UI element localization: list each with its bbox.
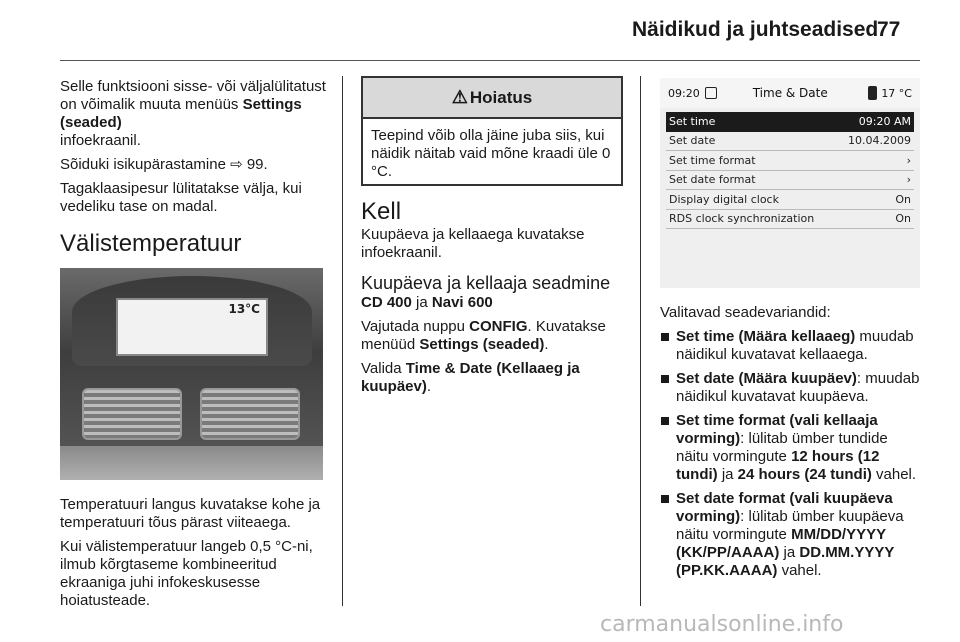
warning-box	[361, 76, 623, 186]
paragraph-models: CD 400 ja Navi 600	[361, 294, 493, 311]
column-divider-2	[640, 76, 641, 606]
subsection-title-set-datetime: Kuupäeva ja kellaaja seadmine	[361, 273, 611, 293]
column-2	[361, 198, 627, 402]
air-vent-left	[82, 388, 182, 440]
clock-icon	[705, 87, 717, 99]
bullet-icon	[661, 495, 669, 503]
screen-title: Time & Date	[752, 86, 828, 100]
header-divider	[60, 60, 920, 61]
paragraph-options-intro: Valitavad seadevariandid:	[660, 304, 831, 321]
chevron-right-icon: ›	[906, 173, 911, 187]
chevron-right-icon: ›	[906, 153, 911, 167]
thermometer-icon	[868, 86, 877, 100]
page-header	[0, 0, 960, 60]
paragraph-settings: Selle funktsiooni sisse- või väljalülitatust on võimalik muuta menüüs Settings (seaded) infoekraanil.	[60, 78, 326, 149]
display-temperature: 13°C	[228, 302, 260, 316]
paragraph-temp-change: Temperatuuri langus kuvatakse kohe ja temperatuuri tõus pärast viiteaega.	[60, 496, 321, 531]
paragraph-config: Vajutada nuppu CONFIG. Kuvatakse menüüd Settings (seaded).	[361, 318, 606, 353]
arrow-ref-icon: ⇨	[230, 156, 243, 173]
page-number: 77	[877, 18, 901, 41]
warning-header	[363, 78, 621, 119]
header-title: Näidikud ja juhtseadised	[632, 18, 879, 41]
dashboard-panel	[60, 446, 323, 480]
options-list	[660, 328, 922, 580]
list-item: Set time (Määra kellaaeg) muudab näidikul kuvatavat kellaaega.	[660, 328, 922, 364]
screen-temperature: 17 °C	[881, 86, 912, 100]
paragraph-select: Valida Time & Date (Kellaaeg ja kuupäev).	[361, 360, 580, 395]
column-1-lower	[60, 496, 326, 616]
paragraph-personalization: Sõiduki isikupärastamine ⇨ 99.	[60, 156, 268, 173]
menu-row-display-digital-clock[interactable]: Display digital clock On	[666, 190, 914, 210]
list-item: Set date (Määra kuupäev): muudab näidikul kuvatavat kuupäeva.	[660, 370, 922, 406]
column-3	[660, 304, 922, 586]
paragraph-clock-intro: Kuupäeva ja kellaaega kuvatakse infoekraanil.	[361, 226, 585, 261]
menu-row-set-time[interactable]: Set time 09:20 AM	[666, 112, 914, 132]
warning-triangle-icon: ⚠	[451, 87, 468, 107]
bullet-icon	[661, 333, 669, 341]
warning-text: Teepind võib olla jäine juba siis, kui näidik näitab vaid mõne kraadi üle 0 °C.	[371, 127, 611, 180]
paragraph-temp-warning: Kui välistemperatuur langeb 0,5 °C-ni, ilmub kõrgtaseme kombineeritud ekraaniga juhi infokeskusesse hoiatusteade.	[60, 538, 313, 609]
column-divider-1	[342, 76, 343, 606]
info-display	[116, 298, 268, 356]
bullet-icon	[661, 417, 669, 425]
warning-title: Hoiatus	[469, 87, 533, 107]
menu-row-set-date[interactable]: Set date 10.04.2009	[666, 132, 914, 152]
column-1	[60, 78, 326, 258]
menu-row-set-time-format[interactable]: Set time format ›	[666, 151, 914, 171]
air-vent-right	[200, 388, 300, 440]
watermark: carmanualsonline.info	[600, 612, 844, 637]
dashboard-photo	[60, 268, 323, 480]
section-title-clock: Kell	[361, 198, 402, 225]
menu-row-set-date-format[interactable]: Set date format ›	[666, 171, 914, 191]
list-item: Set date format (vali kuupäeva vorming): lülitab ümber kuupäeva näitu vormingute MM/DD/YYYY (KK/PP/AAAA) ja DD.MM.YYYY (PP.KK.AAAA) vahel.	[660, 490, 922, 580]
screen-time: 09:20	[668, 86, 700, 100]
paragraph-washer: Tagaklaasipesur lülitatakse välja, kui vedeliku tase on madal.	[60, 180, 302, 215]
list-item: Set time format (vali kellaaja vorming): lülitab ümber tundide näitu vormingute 12 hours (12 tundi) ja 24 hours (24 tundi) vahel.	[660, 412, 922, 484]
time-date-screen	[660, 78, 920, 288]
menu-row-rds-clock-sync[interactable]: RDS clock synchronization On	[666, 210, 914, 230]
section-title-outside-temp: Välistemperatuur	[60, 230, 242, 257]
bullet-icon	[661, 375, 669, 383]
screen-status-bar	[660, 78, 920, 108]
